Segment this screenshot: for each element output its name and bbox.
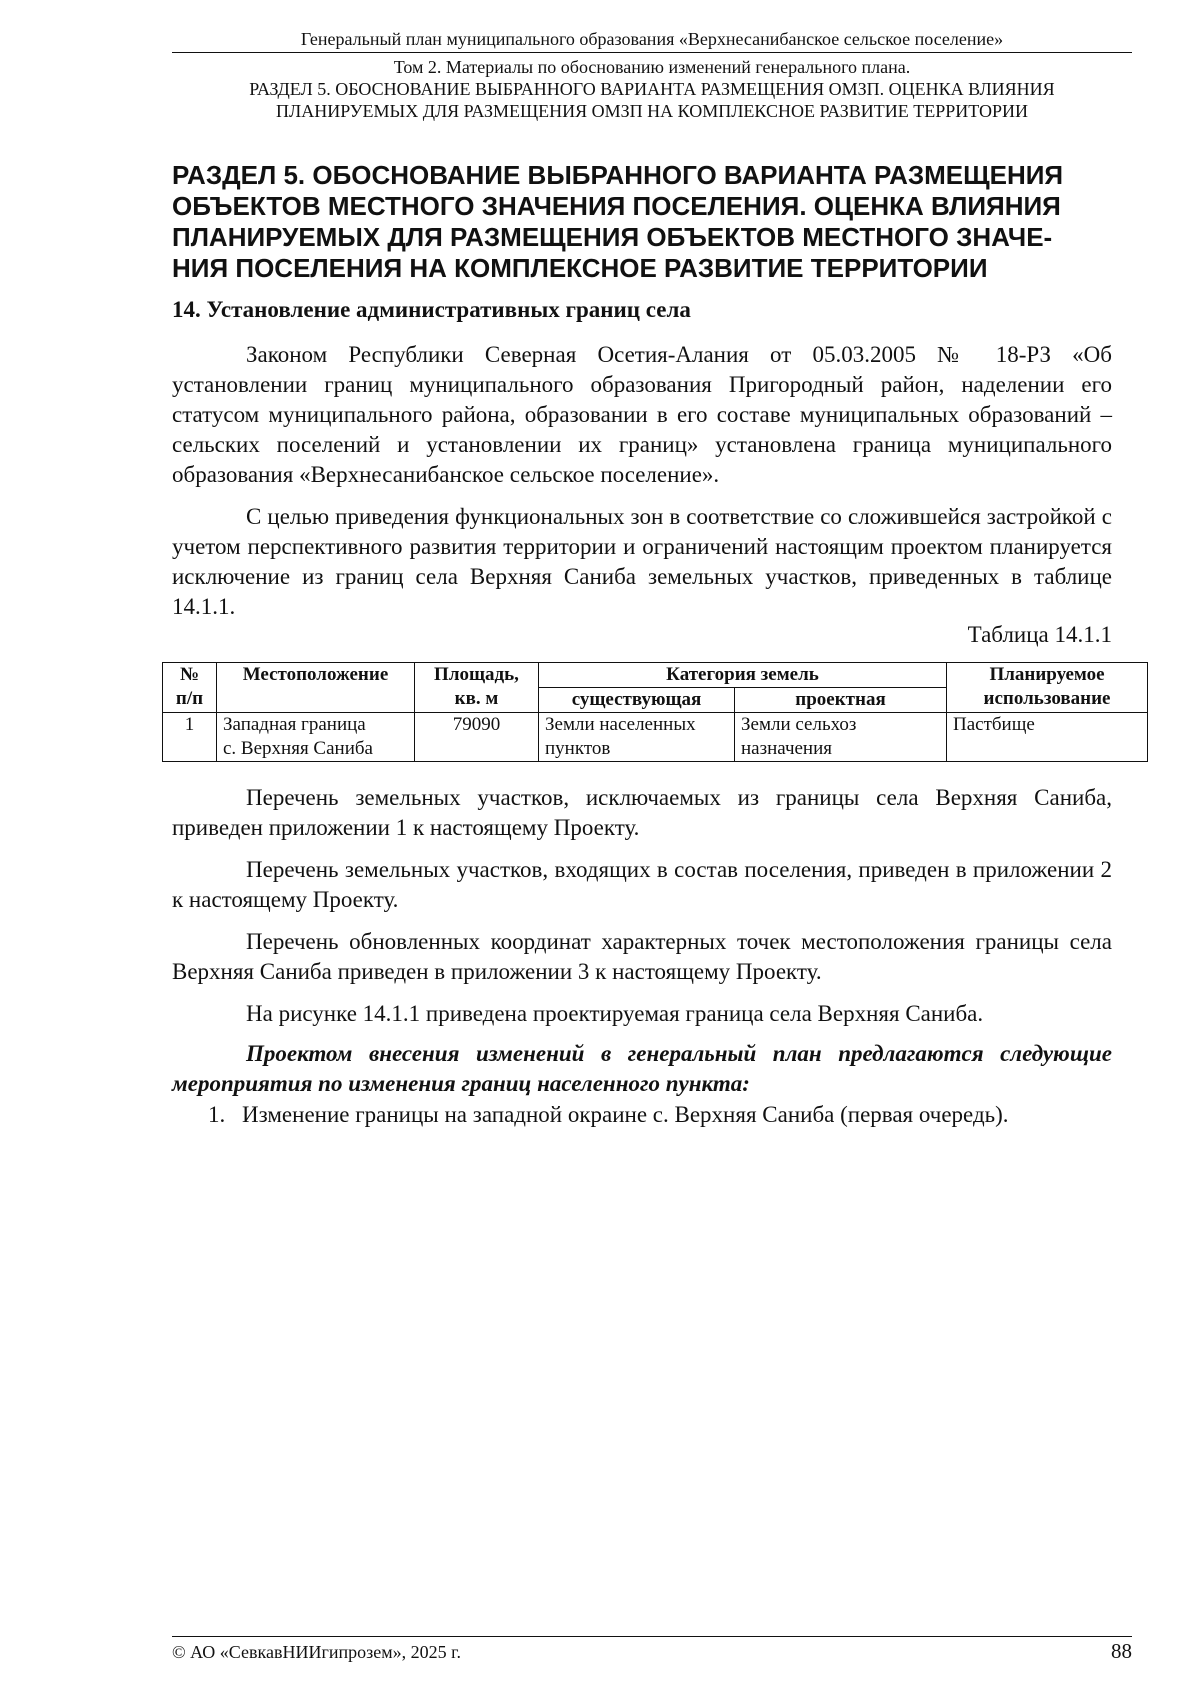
paragraph-law: Законом Республики Северная Осетия-Алания от 05.03.2005 № 18-РЗ «Об установлении границ муниципального образования Пригородный район, наделении его статусом муниципального района, образовании в его составе муниципальных образований – сельских поселений и установлении их границ» установлена граница муниципального образования «Верхнесанибанское сельское поселение». xyxy=(172,342,1112,487)
volume-header xyxy=(172,56,1132,122)
cell-location: Западная граница с. Верхняя Саниба xyxy=(217,713,415,762)
list-item-number: 1. xyxy=(208,1102,226,1127)
cell-projected-category: Земли сельхоз назначения xyxy=(735,713,947,762)
land-table xyxy=(162,662,1148,762)
paragraph-figure-reference: На рисунке 14.1.1 приведена проектируемая граница села Верхняя Саниба. xyxy=(246,1001,984,1026)
paragraph-excluded-list: Перечень земельных участков, исключаемых из границы села Верхняя Саниба, приведен приложении 1 к настоящему Проекту. xyxy=(172,785,1112,840)
list-item-text: Изменение границы на западной окраине с. Верхняя Саниба (первая очередь). xyxy=(242,1102,1009,1127)
paragraph-purpose: С целью приведения функциональных зон в соответствие со сложившейся застройкой с учетом перспективного развития территории и ограничений настоящим проектом планируется исключение из границ села Верхняя Саниба земельных участков, приведенных в таблице 14.1.1. xyxy=(172,504,1112,619)
col-area-header: Площадь, кв. м xyxy=(415,663,539,713)
table-caption: Таблица 14.1.1 xyxy=(967,622,1112,647)
cell-area: 79090 xyxy=(415,713,539,762)
section-title-line-1: РАЗДЕЛ 5. ОБОСНОВАНИЕ ВЫБРАННОГО ВАРИАНТА РАЗМЕЩЕНИЯ xyxy=(172,160,1064,190)
measures-list xyxy=(172,1097,1112,1132)
cell-num: 1 xyxy=(163,713,217,762)
page-number: 88 xyxy=(1111,1639,1132,1663)
paragraph-included-list: Перечень земельных участков, входящих в состав поселения, приведен в приложении 2 к настоящему Проекту. xyxy=(172,857,1112,912)
section-title xyxy=(172,160,1092,284)
paragraph-proposal: Проектом внесения изменений в генеральный план предлагаются следующие мероприятия по изменения границ населенного пункта: xyxy=(172,1041,1112,1096)
table-row xyxy=(163,713,1148,762)
header-rule xyxy=(172,52,1132,53)
section-header-line-2: ПЛАНИРУЕМЫХ ДЛЯ РАЗМЕЩЕНИЯ ОМЗП НА КОМПЛЕКСНОЕ РАЗВИТИЕ ТЕРРИТОРИИ xyxy=(275,101,1029,121)
list-item xyxy=(172,1097,1112,1132)
section-title-line-2: ОБЪЕКТОВ МЕСТНОГО ЗНАЧЕНИЯ ПОСЕЛЕНИЯ. ОЦЕНКА ВЛИЯНИЯ xyxy=(172,191,1061,221)
cell-existing-category: Земли населенных пунктов xyxy=(539,713,735,762)
col-location-header: Местоположение xyxy=(217,663,415,713)
section-header-line-1: РАЗДЕЛ 5. ОБОСНОВАНИЕ ВЫБРАННОГО ВАРИАНТА РАЗМЕЩЕНИЯ ОМЗП. ОЦЕНКА ВЛИЯНИЯ xyxy=(249,79,1055,99)
cell-planned-use: Пастбище xyxy=(947,713,1148,762)
col-existing-header: существующая xyxy=(539,688,735,713)
section-title-line-3: ПЛАНИРУЕМЫХ ДЛЯ РАЗМЕЩЕНИЯ ОБЪЕКТОВ МЕСТНОГО ЗНАЧЕ- xyxy=(172,222,1053,252)
col-category-header: Категория земель xyxy=(539,663,947,688)
col-use-header: Планируемое использование xyxy=(947,663,1148,713)
subsection-title: 14. Установление административных границ села xyxy=(172,297,691,322)
section-title-line-4: НИЯ ПОСЕЛЕНИЯ НА КОМПЛЕКСНОЕ РАЗВИТИЕ ТЕРРИТОРИИ xyxy=(172,253,988,283)
paragraph-coordinates: Перечень обновленных координат характерных точек местоположения границы села Верхняя Саниба приведен в приложении 3 к настоящему Проекту. xyxy=(172,929,1112,984)
footer-rule xyxy=(172,1636,1132,1637)
footer-copyright: © АО «СевкавНИИгипрозем», 2025 г. xyxy=(172,1642,461,1662)
col-num-header: № п/п xyxy=(163,663,217,713)
volume-line: Том 2. Материалы по обоснованию изменений генерального плана. xyxy=(393,57,911,77)
running-header: Генеральный план муниципального образования «Верхнесанибанское сельское поселение» xyxy=(300,29,1004,49)
col-projected-header: проектная xyxy=(735,688,947,713)
